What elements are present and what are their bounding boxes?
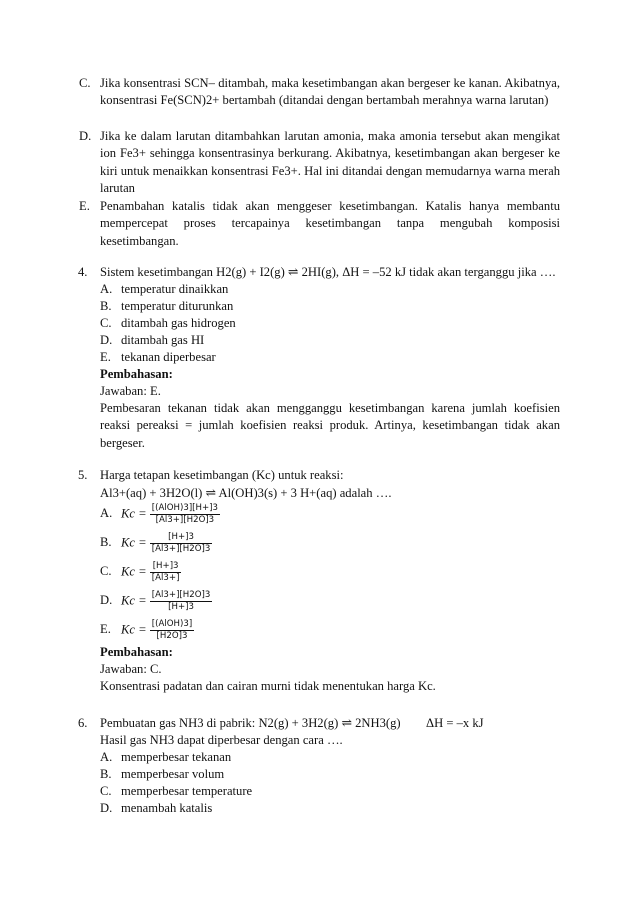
question-4-stem: Sistem kesetimbangan H2(g) + I2(g) ⇌ 2HI(g), ΔH = –52 kJ tidak akan terganggu jika …. (100, 265, 556, 279)
q5-option-c[interactable] (100, 561, 181, 584)
prev-option-d (79, 128, 560, 197)
option-letter: A. (100, 506, 113, 521)
kc-symbol: Kc = (121, 622, 147, 637)
q4-explanation: Pembesaran tekanan tidak akan mengganggu kesetimbangan karena jumlah koefisien reaksi pereaksi = jumlah koefisien reaksi produk. Artinya, kesetimbangan tidak akan bergeser. (100, 401, 560, 450)
option-letter: C. (100, 784, 112, 798)
option-text: memperbesar temperature (121, 784, 253, 798)
prev-option-e (79, 198, 560, 250)
option-text: temperatur dinaikkan (121, 282, 229, 296)
option-letter: D. (100, 593, 113, 608)
option-letter: B. (100, 535, 112, 550)
option-letter: A. (100, 750, 113, 764)
q5-option-e[interactable] (100, 619, 194, 642)
prev-option-c (79, 75, 560, 110)
option-letter: E. (100, 350, 111, 364)
fraction-denominator: [Al3+] (151, 573, 180, 583)
q5-option-d[interactable] (100, 590, 212, 613)
fraction-denominator: [Al3+][H2O]3 (155, 515, 215, 525)
q6-option-b[interactable] (100, 766, 224, 783)
q4-answer: Jawaban: E. (100, 384, 161, 398)
option-letter: E. (100, 622, 111, 637)
fraction-denominator: [H+]3 (168, 602, 194, 612)
option-text: ditambah gas HI (121, 333, 205, 347)
option-text: memperbesar volum (121, 767, 225, 781)
option-letter: B. (100, 767, 112, 781)
option-letter: C. (79, 76, 91, 90)
option-letter: C. (100, 316, 112, 330)
q4-discussion-label: Pembahasan: (100, 367, 173, 381)
q5-option-b[interactable] (100, 532, 212, 555)
option-text: Jika konsentrasi SCN– ditambah, maka kesetimbangan akan bergeser ke kanan. Akibatnya, konsentrasi Fe(SCN)2+ bertambah (ditandai dengan bertambah merahnya warna larutan) (100, 76, 560, 108)
q4-option-a[interactable] (100, 281, 228, 298)
q4-option-e[interactable] (100, 349, 216, 366)
fraction-numerator: [H+]3 (150, 532, 213, 544)
option-letter: D. (100, 801, 113, 815)
option-text: ditambah gas hidrogen (121, 316, 236, 330)
question-6-number: 6. (78, 716, 88, 730)
question-5-reaction: Al3+(aq) + 3H2O(l) ⇌ Al(OH)3(s) + 3 H+(aq) adalah …. (100, 486, 392, 500)
question-6-stem-line2: Hasil gas NH3 dapat diperbesar dengan cara …. (100, 733, 343, 747)
q5-option-a[interactable] (100, 503, 220, 526)
option-text: memperbesar tekanan (121, 750, 232, 764)
q6-option-c[interactable] (100, 783, 252, 800)
q4-option-d[interactable] (100, 332, 204, 349)
option-letter: A. (100, 282, 113, 296)
q6-option-a[interactable] (100, 749, 231, 766)
q6-option-d[interactable] (100, 800, 212, 817)
kc-fraction (150, 532, 213, 555)
fraction-numerator: [Al3+][H2O]3 (151, 590, 211, 600)
option-letter: D. (100, 333, 113, 347)
option-letter: E. (79, 199, 90, 213)
kc-fraction (150, 561, 182, 584)
fraction-numerator: [(AlOH)3][H+]3 (151, 503, 219, 513)
q5-answer: Jawaban: C. (100, 662, 162, 676)
question-4-number: 4. (78, 265, 88, 279)
fraction-denominator: [H2O]3 (156, 631, 188, 641)
kc-symbol: Kc = (121, 535, 147, 550)
kc-symbol: Kc = (121, 506, 147, 521)
option-letter: D. (79, 129, 92, 143)
option-text: tekanan diperbesar (121, 350, 216, 364)
fraction-numerator: [(AlOH)3] (151, 619, 193, 629)
option-letter: B. (100, 299, 112, 313)
q4-option-c[interactable] (100, 315, 236, 332)
kc-fraction (150, 590, 213, 613)
kc-symbol: Kc = (121, 593, 147, 608)
kc-fraction (150, 619, 194, 642)
kc-symbol: Kc = (121, 564, 147, 579)
q4-option-b[interactable] (100, 298, 233, 315)
option-text: temperatur diturunkan (121, 299, 234, 313)
question-5-stem: Harga tetapan kesetimbangan (Kc) untuk reaksi: (100, 468, 344, 482)
option-letter: C. (100, 564, 112, 579)
question-5-number: 5. (78, 468, 88, 482)
fraction-denominator: [Al3+][H2O]3 (151, 544, 211, 554)
q5-discussion-label: Pembahasan: (100, 645, 173, 659)
option-text: Jika ke dalam larutan ditambahkan larutan amonia, maka amonia tersebut akan mengikat ion Fe3+ sehingga konsentrasinya berkurang. Akibatnya, kesetimbangan akan bergeser ke kiri untuk menaikkan konsentrasi Fe3+. Hal ini ditandai dengan memudarnya warna merah larutan (100, 129, 560, 195)
question-6-enthalpy: ΔH = –x kJ (426, 716, 484, 730)
fraction-numerator: [H+]3 (150, 561, 182, 573)
option-text: menambah katalis (121, 801, 213, 815)
question-6-stem: Pembuatan gas NH3 di pabrik: N2(g) + 3H2(g) ⇌ 2NH3(g) (100, 716, 401, 730)
q5-explanation: Konsentrasi padatan dan cairan murni tidak menentukan harga Kc. (100, 679, 436, 693)
kc-fraction (150, 503, 220, 526)
option-text: Penambahan katalis tidak akan menggeser kesetimbangan. Katalis hanya membantu mempercepat proses tercapainya kesetimbangan tanpa mengubah komposisi kesetimbangan. (100, 199, 560, 248)
